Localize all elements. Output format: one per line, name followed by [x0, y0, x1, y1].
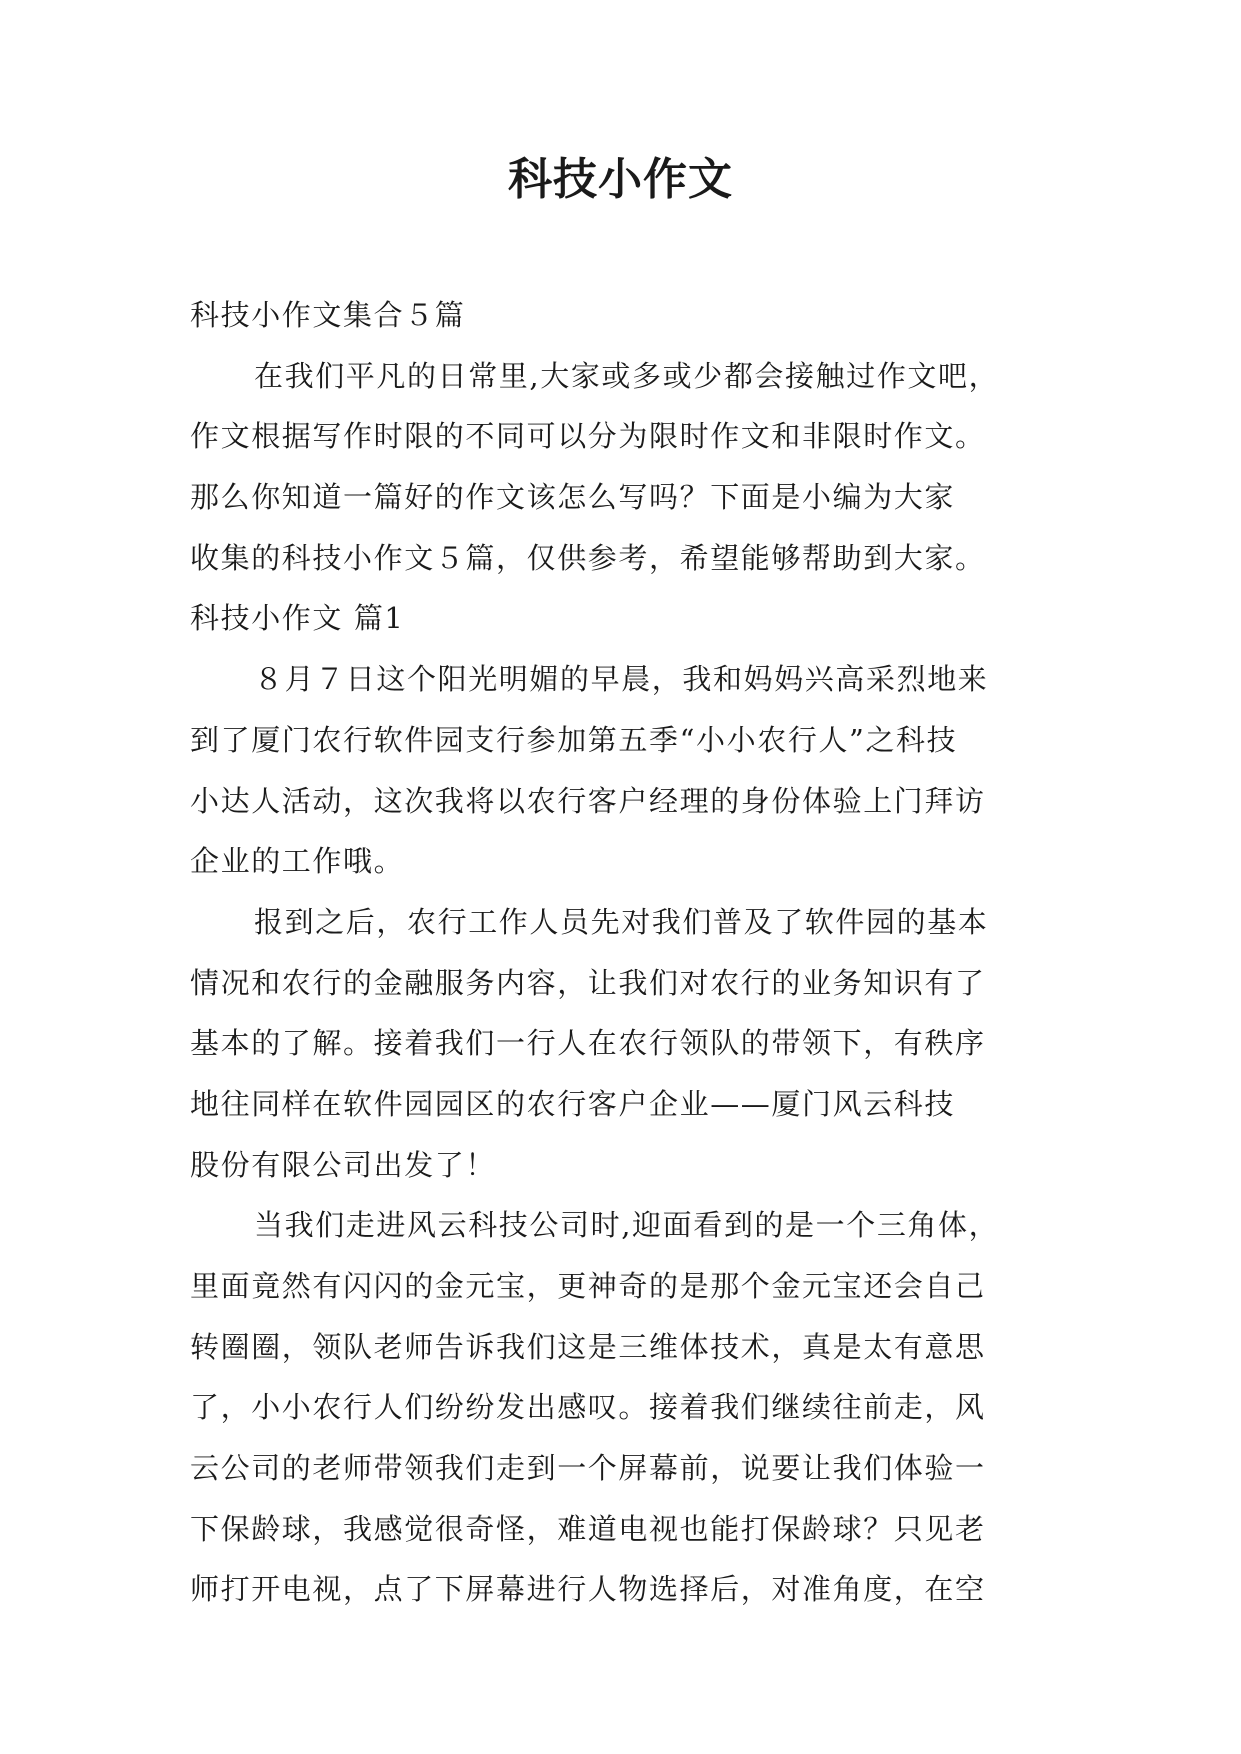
text-line: 股份有限公司出发了！	[190, 1147, 497, 1182]
text-line: 了，小小农行人们纷纷发出感叹。接着我们继续往前走，风	[190, 1390, 986, 1425]
text-line: 到了厦门农行软件园支行参加第五季“小小农行人”之科技	[190, 722, 958, 757]
text-line: 那么你知道一篇好的作文该怎么写吗？下面是小编为大家	[190, 480, 956, 515]
text-line: 在我们平凡的日常里,大家或多或少都会接触过作文吧，	[254, 358, 1000, 393]
text-line: 作文根据写作时限的不同可以分为限时作文和非限时作文。	[190, 419, 986, 454]
text-line: 下保龄球，我感觉很奇怪，难道电视也能打保龄球？只见老	[190, 1511, 986, 1546]
text-line: 当我们走进风云科技公司时,迎面看到的是一个三角体，	[254, 1208, 1000, 1243]
text-line: 师打开电视，点了下屏幕进行人物选择后，对准角度，在空	[190, 1572, 986, 1607]
document-title: 科技小作文	[508, 154, 733, 205]
text-line: ８月７日这个阳光明媚的早晨，我和妈妈兴高采烈地来	[254, 662, 989, 697]
text-line: 企业的工作哦。	[190, 844, 405, 879]
text-line: 科技小作文 篇1	[190, 601, 405, 636]
document-body	[190, 285, 1070, 1620]
text-line: 转圈圈，领队老师告诉我们这是三维体技术，真是太有意思	[190, 1329, 986, 1364]
text-line: 科技小作文集合５篇	[190, 298, 466, 332]
text-line: 里面竟然有闪闪的金元宝，更神奇的是那个金元宝还会自己	[190, 1269, 986, 1303]
text-line: 基本的了解。接着我们一行人在农行领队的带领下，有秩序	[190, 1026, 986, 1061]
text-line: 云公司的老师带领我们走到一个屏幕前，说要让我们体验一	[190, 1451, 986, 1486]
text-line: 收集的科技小作文５篇，仅供参考，希望能够帮助到大家。	[190, 540, 986, 575]
text-line: 情况和农行的金融服务内容，让我们对农行的业务知识有了	[190, 965, 986, 1000]
text-line: 地往同样在软件园园区的农行客户企业——厦门风云科技	[190, 1086, 956, 1121]
text-line: 小达人活动，这次我将以农行客户经理的身份体验上门拜访	[190, 783, 986, 818]
text-line: 报到之后，农行工作人员先对我们普及了软件园的基本	[254, 904, 989, 939]
